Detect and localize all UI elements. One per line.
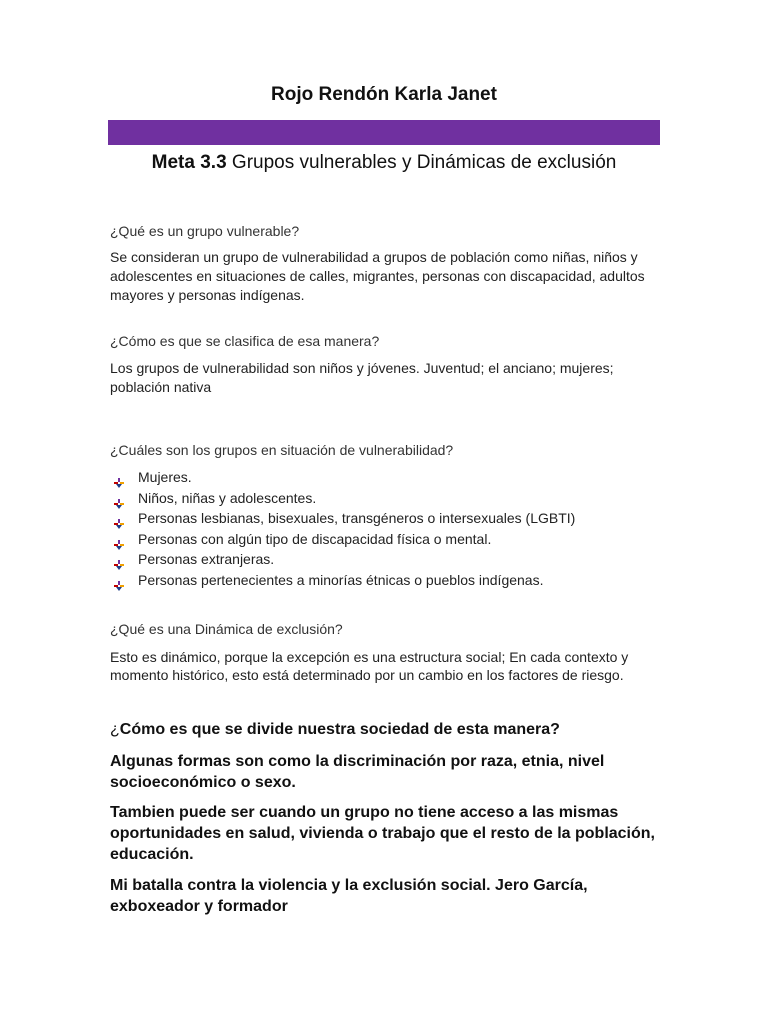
purple-divider-bar bbox=[108, 120, 660, 145]
list-item-text: Niños, niñas y adolescentes. bbox=[138, 489, 317, 506]
list-item bbox=[110, 549, 670, 570]
multicolor-arrow-bullet-icon bbox=[114, 535, 124, 545]
author-name: Rojo Rendón Karla Janet bbox=[271, 84, 497, 105]
list-item bbox=[110, 570, 670, 591]
multicolor-arrow-bullet-icon bbox=[114, 514, 124, 524]
question-exclusion-dynamics: ¿Qué es una Dinámica de exclusión? bbox=[110, 621, 343, 637]
answer-classification: Los grupos de vulnerabilidad son niños y jóvenes. Juventud; el anciano; mujeres; población nativa bbox=[110, 360, 614, 395]
list-item-text: Mujeres. bbox=[138, 469, 192, 485]
society-division-paragraph-3: Mi batalla contra la violencia y la exclusión social. Jero García, exboxeador y formador bbox=[110, 877, 588, 915]
document-title bbox=[0, 152, 768, 174]
vulnerable-groups-list bbox=[110, 467, 670, 590]
list-item-text: Personas pertenecientes a minorías étnicas o pueblos indígenas. bbox=[138, 571, 544, 588]
society-division-paragraph-2: Tambien puede ser cuando un grupo no tiene acceso a las mismas oportunidades en salud, vivienda o trabajo que el resto de la población, educación. bbox=[110, 804, 655, 863]
list-item-text: Personas lesbianas, bisexuales, transgéneros o intersexuales (LGBTI) bbox=[138, 510, 576, 526]
list-item-text: Personas extranjeras. bbox=[138, 551, 275, 567]
answer-exclusion-dynamics: Esto es dinámico, porque la excepción es una estructura social; En cada contexto y momento histórico, esto está determinado por un cambio en los factores de riesgo. bbox=[110, 649, 629, 683]
multicolor-arrow-bullet-icon bbox=[114, 555, 124, 565]
list-item bbox=[110, 508, 670, 529]
multicolor-arrow-bullet-icon bbox=[114, 576, 124, 586]
society-division-paragraph-1: Algunas formas son como la discriminación por raza, etnia, nivel socioeconómico o sexo. bbox=[110, 753, 605, 791]
question-mark: ¿ bbox=[110, 721, 120, 738]
list-item bbox=[110, 467, 670, 488]
list-item bbox=[110, 488, 670, 509]
question-classification: ¿Cómo es que se clasifica de esa manera? bbox=[110, 333, 380, 349]
list-item-text: Personas con algún tipo de discapacidad física o mental. bbox=[138, 530, 492, 547]
multicolor-arrow-bullet-icon bbox=[114, 473, 124, 483]
meta-title-text: Grupos vulnerables y Dinámicas de exclusión bbox=[231, 152, 617, 173]
question-vulnerable-groups-list: ¿Cuáles son los grupos en situación de vulnerabilidad? bbox=[110, 442, 454, 458]
list-item bbox=[110, 529, 670, 550]
multicolor-arrow-bullet-icon bbox=[114, 494, 124, 504]
answer-vulnerable-group: Se consideran un grupo de vulnerabilidad a grupos de población como niñas, niños y adolescentes en situaciones de calles, migrantes, personas con discapacidad, adultos mayores y personas indígenas. bbox=[110, 249, 645, 303]
question-society-division bbox=[110, 719, 670, 740]
question-society-division-text: Cómo es que se divide nuestra sociedad de esta manera? bbox=[119, 721, 560, 738]
meta-label: Meta 3.3 bbox=[151, 152, 227, 173]
question-vulnerable-group: ¿Qué es un grupo vulnerable? bbox=[110, 223, 300, 239]
